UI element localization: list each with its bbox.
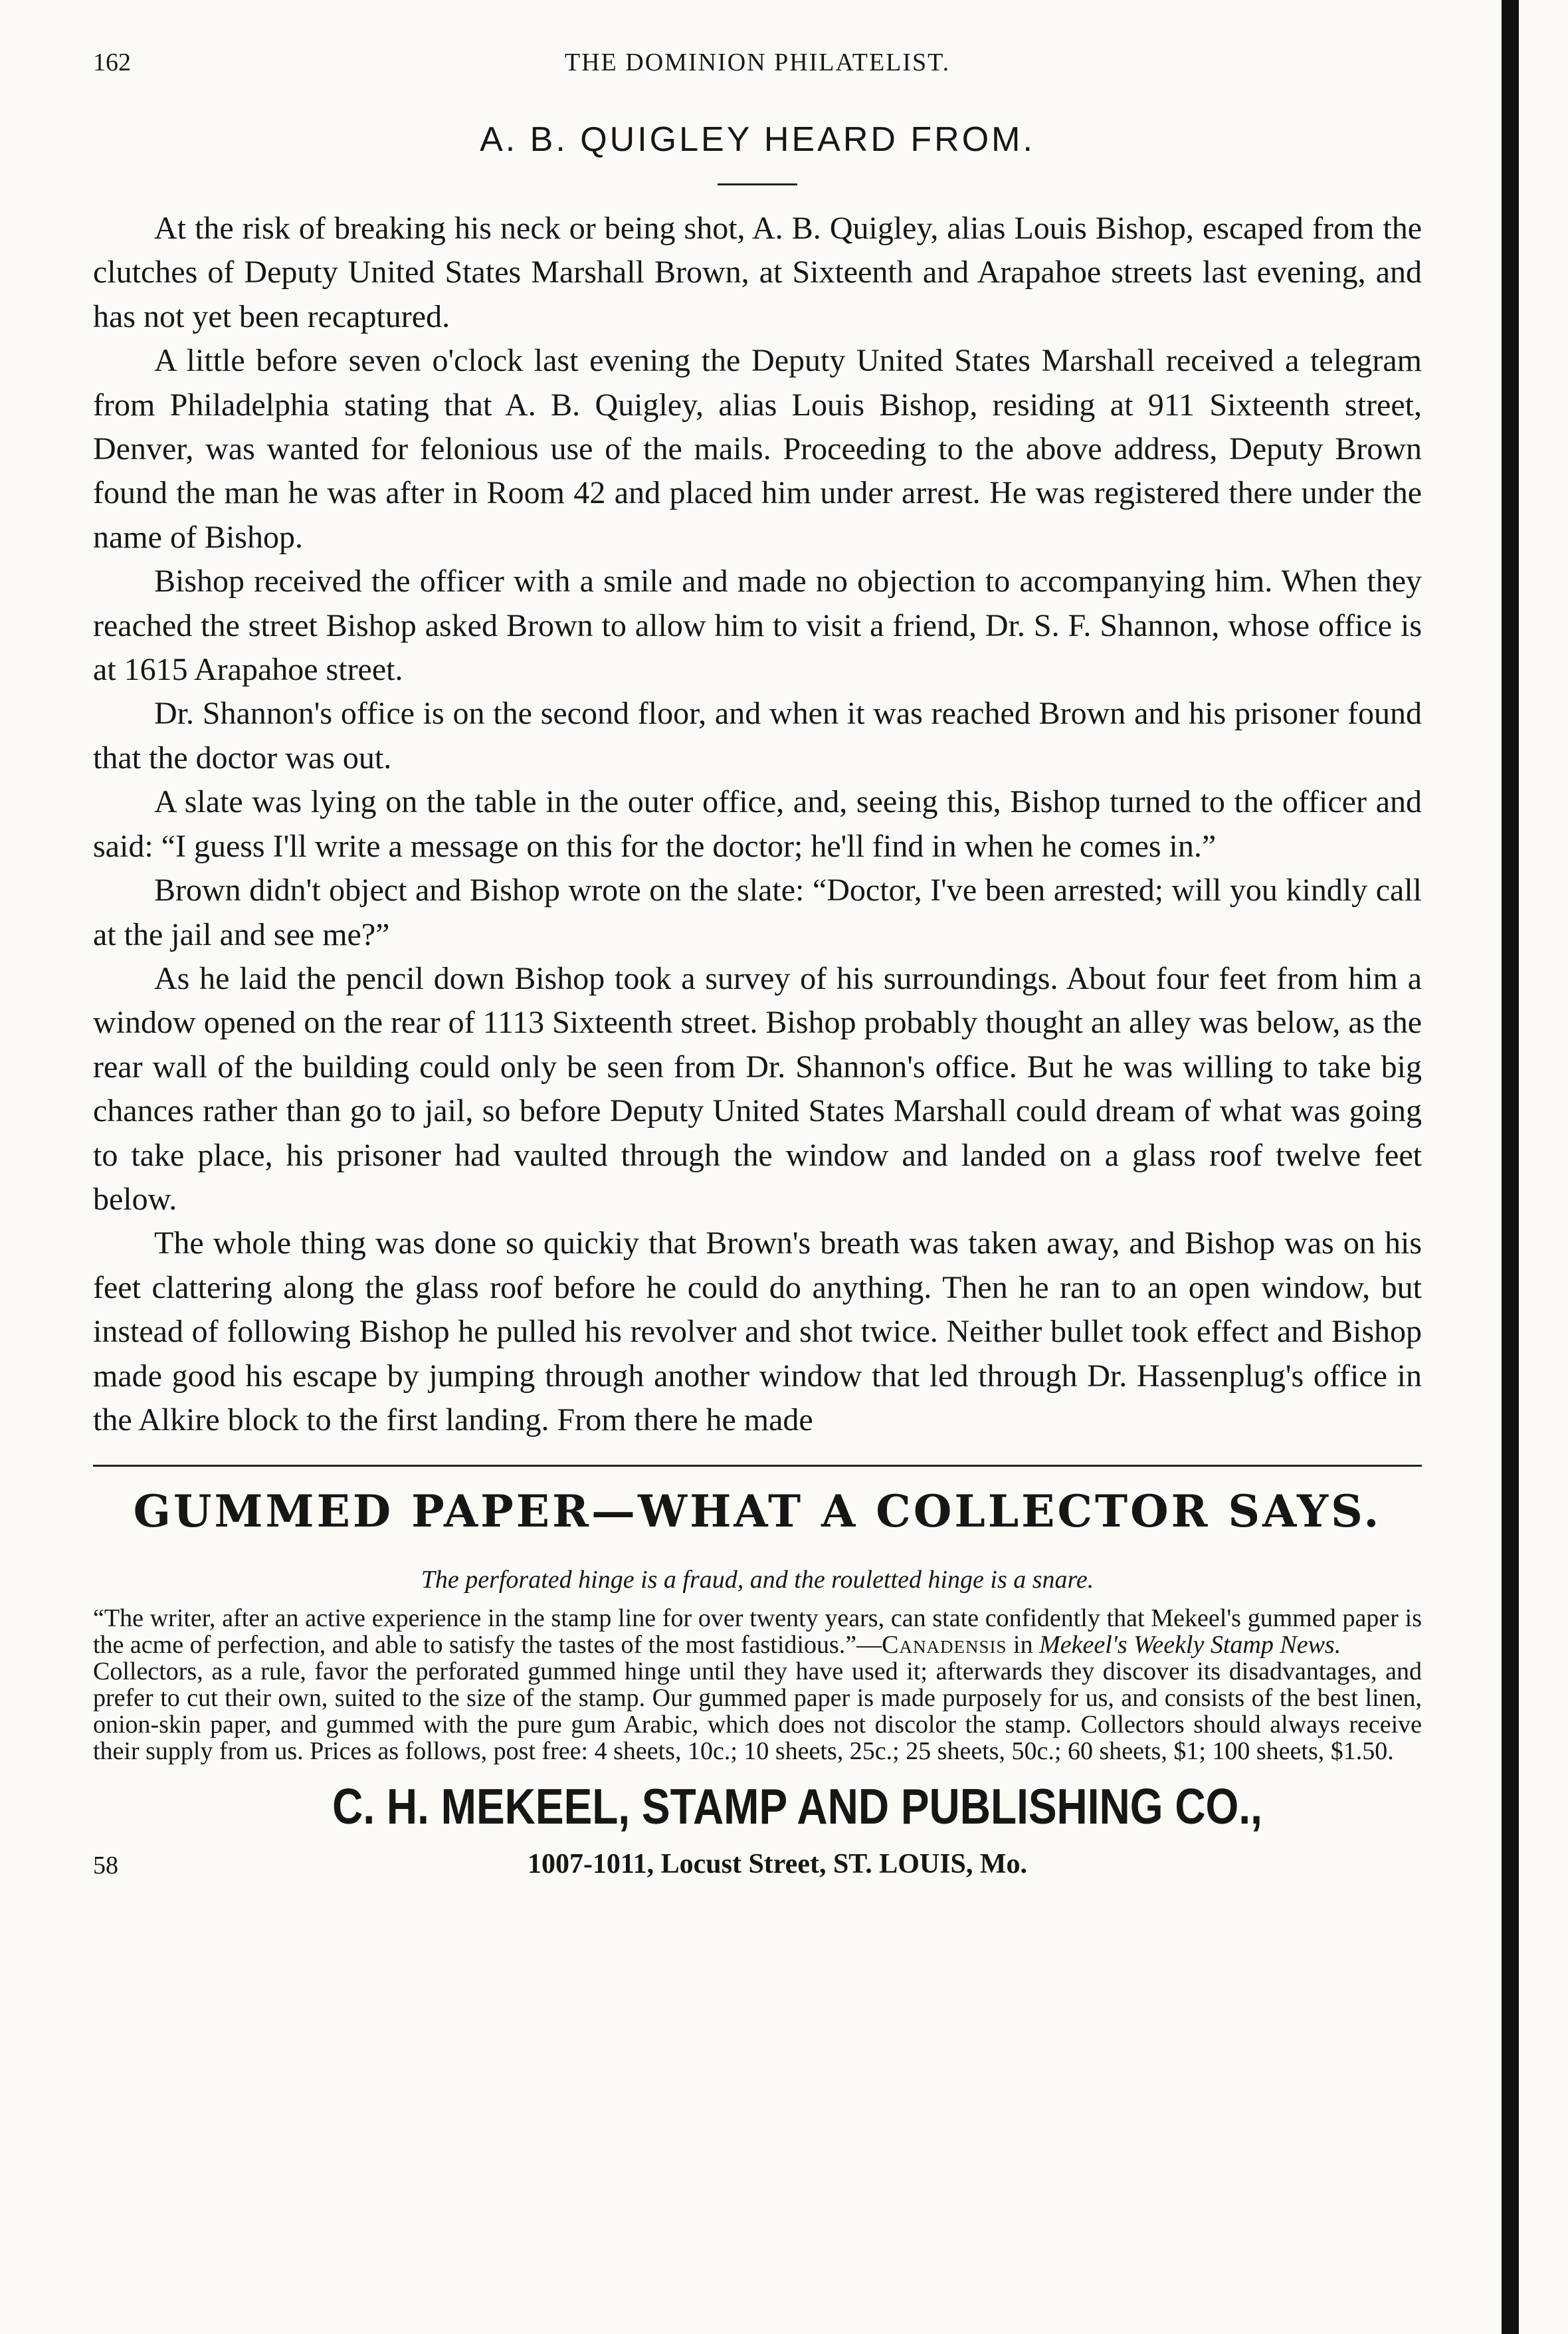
ad-tagline: The perforated hinge is a fraud, and the rouletted hinge is a snare. [421,1566,1094,1594]
article-paragraph: Brown didn't object and Bishop wrote on the slate: “Doctor, I've been arrested; will you kindly call at the jail and see me?” [93,873,1422,952]
advertisement [93,1485,1422,1888]
journal-title: THE DOMINION PHILATELIST. [564,49,951,76]
scan-edge-bar [1502,0,1519,2334]
article-title: A. B. QUIGLEY HEARD FROM. [480,120,1035,159]
ad-company: C. H. MEKEEL, STAMP AND PUBLISHING CO., [332,1778,1262,1835]
article-paragraph: A little before seven o'clock last evening the Deputy United States Marshall received a telegram from Philadelphia stating that A. B. Quigley, alias Louis Bishop, residing at 911 Sixteenth street, Denver, was wanted for felonious use of the mails. Proceeding to the above address, Deputy Brown found the man he was after in Room 42 and placed him under arrest. He was registered there under the name of Bishop. [93,343,1422,555]
signature-mark: 58 [93,1852,118,1880]
article-paragraph: A slate was lying on the table in the outer office, and, seeing this, Bishop turned to the officer and said: “I guess I'll write a message on this for the doctor; he'll find in when he comes in.” [93,784,1422,864]
ad-quote-in: in [1007,1631,1040,1659]
ad-footer [93,1842,1422,1888]
article-paragraph: At the risk of breaking his neck or being shot, A. B. Quigley, alias Louis Bishop, escaped from the clutches of Deputy United States Marshall Brown, at Sixteenth and Arapahoe streets last evening, and has not yet been recaptured. [93,211,1422,334]
running-head [93,40,1422,86]
ad-quote-author: Canadensis [882,1631,1007,1659]
article-body [93,207,1422,1442]
page-number: 162 [93,49,131,76]
ad-quote-source: Mekeel's Weekly Stamp News. [1039,1631,1341,1659]
article-paragraph: Dr. Shannon's office is on the second floor, and when it was reached Brown and his prisoner found that the doctor was out. [93,696,1422,776]
article-paragraph: Bishop received the officer with a smile and made no objection to accompanying him. When they reached the street Bishop asked Brown to allow him to visit a friend, Dr. S. F. Shannon, whose office is at 1615 Arapahoe street. [93,564,1422,688]
ad-body [93,1605,1422,1764]
ad-testimonial [93,1605,1422,1658]
advertisement-rule [93,1465,1422,1467]
article-paragraph: As he laid the pencil down Bishop took a survey of his surroundings. About four feet from him a window opened on the rear of 1113 Sixteenth street. Bishop probably thought an alley was below, as the rear wall of the building could only be seen from Dr. Shannon's office. But he was willing to take big chances rather than go to jail, so before Deputy United States Marshall could dream of what was going to take place, his prisoner had vaulted through the window and landed on a glass roof twelve feet below. [93,960,1422,1217]
ad-quote: “The writer, after an active experience in the stamp line for over twenty years, can state confidently that Mekeel's gummed paper is the acme of perfection, and able to satisfy the tastes of the most fastidious.”— [93,1604,1422,1659]
journal-page [93,40,1422,1888]
ad-headline: GUMMED PAPER—WHAT A COLLECTOR SAYS. [133,1485,1382,1538]
ad-paragraph: Collectors, as a rule, favor the perforated gummed hinge until they have used it; afterwards they discover its disadvantages, and prefer to cut their own, suited to the size of the stamp. Our gummed paper is made purposely for us, and consists of the best linen, onion-skin paper, and gummed with the pure gum Arabic, which does not discolor the stamp. Collectors should always receive their supply from us. Prices as follows, post free: 4 sheets, 10c.; 10 sheets, 25c.; 25 sheets, 50c.; 60 sheets, $1; 100 sheets, $1.50. [93,1657,1422,1766]
article-paragraph: The whole thing was done so quickiy that Brown's breath was taken away, and Bishop was on his feet clattering along the glass roof before he could do anything. Then he ran to an open window, but instead of following Bishop he pulled his revolver and shot twice. Neither bullet took effect and Bishop made good his escape by jumping through another window that led through Dr. Hassenplug's office in the Alkire block to the first landing. From there he made [93,1225,1422,1437]
title-rule [718,183,797,185]
ad-address: 1007-1011, Locust Street, ST. LOUIS, Mo. [527,1849,1028,1880]
